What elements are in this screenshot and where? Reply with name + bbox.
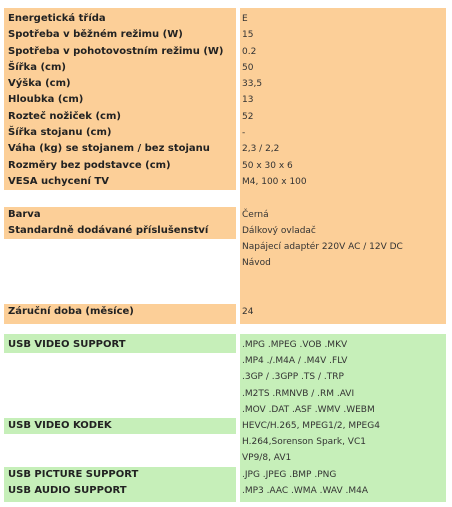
spec-value <box>240 223 446 304</box>
table-row <box>4 467 446 483</box>
usb-support-table <box>4 334 446 502</box>
spec-value <box>240 174 446 207</box>
spec-value <box>240 44 446 60</box>
table-row <box>4 174 446 207</box>
spec-value-line: .MOV .DAT .ASF .WMV .WEBM <box>242 404 375 415</box>
spec-label-sirka-stojanu-cm: Šířka stojanu (cm) <box>4 125 236 141</box>
spec-value-line: Černá <box>242 209 269 220</box>
table-row <box>4 44 446 60</box>
spec-value <box>240 158 446 174</box>
spec-value <box>240 483 446 502</box>
spec-value-line: .MPG .MPEG .VOB .MKV <box>242 340 348 350</box>
table-row <box>4 76 446 92</box>
table-row <box>4 92 446 108</box>
spec-value <box>240 125 446 141</box>
table-row <box>4 125 446 141</box>
table-row <box>4 109 446 125</box>
spec-value-line: Dálkový ovladač <box>242 225 316 236</box>
table-row <box>4 158 446 174</box>
spec-value-line: 15 <box>242 30 254 41</box>
spec-value-line: 33,5 <box>242 79 263 90</box>
spec-label-usb-video-support: USB VIDEO SUPPORT <box>4 334 236 353</box>
spec-value-line: - <box>242 128 246 139</box>
spec-label-standardne-dodavane-prislusenstvi: Standardně dodávané příslušenství <box>4 223 236 239</box>
spec-value-line: M4, 100 x 100 <box>242 176 307 187</box>
table-row <box>4 304 446 323</box>
spec-label-spotreba-v-pohotovostnim-rezimu-w: Spotřeba v pohotovostním režimu (W) <box>4 44 236 60</box>
spec-label-usb-audio-support: USB AUDIO SUPPORT <box>4 483 236 502</box>
spec-value-line: .3GP / .3GPP .TS / .TRP <box>242 372 344 383</box>
table-row <box>4 223 446 304</box>
table-row <box>4 27 446 43</box>
spec-value <box>240 334 446 418</box>
spec-value <box>240 92 446 108</box>
spec-value-line: Napájecí adaptér 220V AC / 12V DC <box>242 242 403 253</box>
spec-value-line: H.264,Sorenson Spark, VC1 <box>242 437 366 448</box>
spec-label-usb-picture-support: USB PICTURE SUPPORT <box>4 467 236 483</box>
spec-value <box>240 304 446 323</box>
spec-value-line: 50 <box>242 62 254 73</box>
spec-label-roztec-nozicek-cm: Rozteč nožiček (cm) <box>4 109 236 125</box>
spec-value-line: 50 x 30 x 6 <box>242 160 293 171</box>
spec-label-rozmery-bez-podstavce-cm: Rozměry bez podstavce (cm) <box>4 158 236 174</box>
spec-value-line: 52 <box>242 111 254 122</box>
spec-value-line: 2,3 / 2,2 <box>242 144 280 155</box>
spec-value <box>240 76 446 92</box>
spec-value-line: Návod <box>242 258 271 269</box>
spec-value <box>240 467 446 483</box>
table-row <box>4 483 446 502</box>
spec-value <box>240 60 446 76</box>
spec-label-sirka-cm: Šířka (cm) <box>4 60 236 76</box>
spec-value-line: 13 <box>242 95 254 106</box>
spec-value-line <box>242 190 446 206</box>
spec-table <box>4 8 446 324</box>
table-row <box>4 418 446 467</box>
spec-value-line: VP9/8, AV1 <box>242 453 292 464</box>
spec-value-line <box>242 288 446 304</box>
spec-label-energeticka-trida: Energetická třída <box>4 8 236 27</box>
spec-label-vesa-uchyceni-tv: VESA uchycení TV <box>4 174 236 190</box>
spec-value <box>240 207 446 223</box>
table-row <box>4 334 446 418</box>
spec-label-hloubka-cm: Hloubka (cm) <box>4 92 236 108</box>
spec-label-barva: Barva <box>4 207 236 223</box>
spec-label-vaha-kg-se-stojanem-bez-stojanu: Váha (kg) se stojanem / bez stojanu <box>4 141 236 157</box>
spec-label-spotreba-v-beznem-rezimu-w: Spotřeba v běžném režimu (W) <box>4 27 236 43</box>
spec-value-line: .M2TS .RMNVB / .RM .AVI <box>242 388 355 399</box>
spec-value-line: HEVC/H.265, MPEG1/2, MPEG4 <box>242 420 380 431</box>
spec-label-vyska-cm: Výška (cm) <box>4 76 236 92</box>
spec-value-line: .MP4 ./.M4A / .M4V .FLV <box>242 356 348 367</box>
spec-value-line: .MP3 .AAC .WMA .WAV .M4A <box>242 485 368 496</box>
spec-value <box>240 141 446 157</box>
spec-value <box>240 418 446 467</box>
table-row <box>4 141 446 157</box>
spec-label-usb-video-kodek: USB VIDEO KODEK <box>4 418 236 434</box>
spec-value-line <box>242 272 446 288</box>
spec-value-line: .JPG .JPEG .BMP .PNG <box>242 469 337 480</box>
spec-value <box>240 8 446 27</box>
spec-label-zarucni-doba-mesice: Záruční doba (měsíce) <box>4 304 236 323</box>
spec-value-line: 24 <box>242 307 254 318</box>
table-row <box>4 207 446 223</box>
spec-value-line: 0.2 <box>242 46 257 57</box>
table-row <box>4 8 446 27</box>
table-row <box>4 60 446 76</box>
spec-value <box>240 109 446 125</box>
spec-value <box>240 27 446 43</box>
spec-value-line: E <box>242 14 248 24</box>
